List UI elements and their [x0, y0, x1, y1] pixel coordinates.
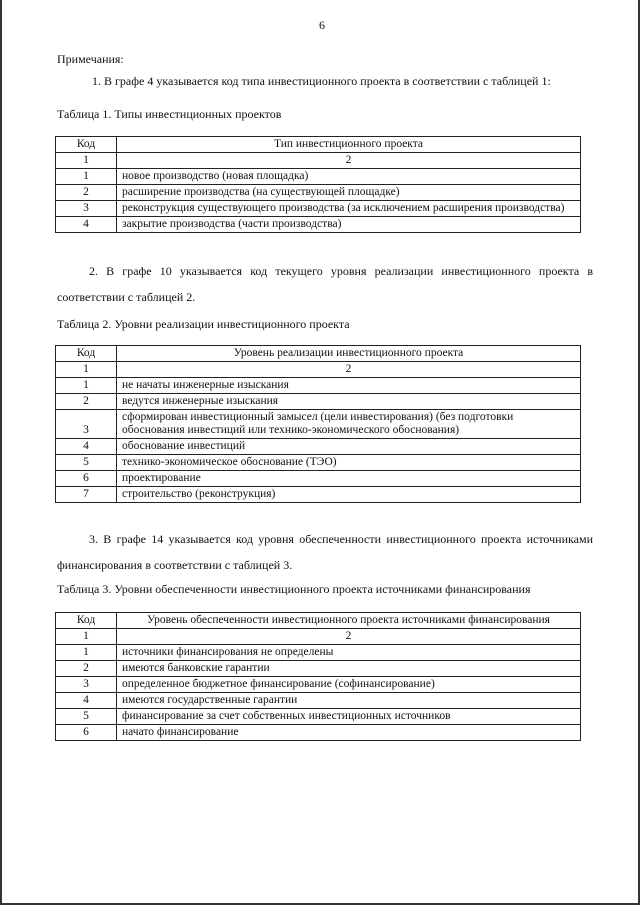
table-1-caption: Таблица 1. Типы инвестиционных проектов — [57, 107, 282, 121]
column-header-code: Код — [56, 137, 117, 153]
row-text: строительство (реконструкция) — [117, 487, 581, 503]
table-numbering-row — [56, 153, 581, 169]
row-code: 6 — [56, 725, 117, 741]
note-2-text: 2. В графе 10 указывается код текущего уровня реализации инвестиционного проекта в соответствии с таблицей 2. — [57, 264, 593, 304]
row-code: 1 — [56, 169, 117, 185]
table-row — [56, 487, 581, 503]
table-row — [56, 217, 581, 233]
column-number: 2 — [117, 629, 581, 645]
row-text: ведутся инженерные изыскания — [117, 394, 581, 410]
table-row — [56, 169, 581, 185]
table-2-caption: Таблица 2. Уровни реализации инвестиционного проекта — [57, 317, 350, 331]
row-text: не начаты инженерные изыскания — [117, 378, 581, 394]
table-numbering-row — [56, 362, 581, 378]
column-header-level: Уровень обеспеченности инвестиционного проекта источниками финансирования — [117, 613, 581, 629]
row-code: 2 — [56, 661, 117, 677]
row-text: реконструкция существующего производства (за исключением расширения производства) — [117, 201, 581, 217]
table-row — [56, 394, 581, 410]
row-code: 4 — [56, 439, 117, 455]
column-header-type: Тип инвестиционного проекта — [117, 137, 581, 153]
row-text: расширение производства (на существующей площадке) — [117, 185, 581, 201]
table-3 — [55, 612, 581, 741]
row-code: 4 — [56, 217, 117, 233]
row-code: 3 — [56, 201, 117, 217]
column-number: 1 — [56, 362, 117, 378]
column-header-level: Уровень реализации инвестиционного проекта — [117, 346, 581, 362]
table-numbering-row — [56, 629, 581, 645]
row-code: 5 — [56, 455, 117, 471]
table-row — [56, 378, 581, 394]
table-row — [56, 185, 581, 201]
row-code: 1 — [56, 645, 117, 661]
table-row — [56, 410, 581, 439]
row-text: имеются банковские гарантии — [117, 661, 581, 677]
row-text: финансирование за счет собственных инвестиционных источников — [117, 709, 581, 725]
row-code: 7 — [56, 487, 117, 503]
row-text: проектирование — [117, 471, 581, 487]
table-header-row — [56, 613, 581, 629]
table-row — [56, 201, 581, 217]
column-header-code: Код — [56, 346, 117, 362]
column-header-code: Код — [56, 613, 117, 629]
table-row — [56, 693, 581, 709]
column-number: 1 — [56, 153, 117, 169]
table-header-row — [56, 346, 581, 362]
row-text: новое производство (новая площадка) — [117, 169, 581, 185]
table-row — [56, 471, 581, 487]
table-row — [56, 455, 581, 471]
page-number: 6 — [319, 18, 325, 32]
note-3 — [57, 526, 593, 578]
row-text: источники финансирования не определены — [117, 645, 581, 661]
note-1: 1. В графе 4 указывается код типа инвестиционного проекта в соответствии с таблицей 1: — [92, 74, 551, 88]
column-number: 2 — [117, 362, 581, 378]
row-text: технико-экономическое обоснование (ТЭО) — [117, 455, 581, 471]
table-row — [56, 725, 581, 741]
table-1 — [55, 136, 581, 233]
row-code: 5 — [56, 709, 117, 725]
row-code: 3 — [56, 677, 117, 693]
table-2 — [55, 345, 581, 503]
row-text: обоснование инвестиций — [117, 439, 581, 455]
column-number: 1 — [56, 629, 117, 645]
row-text: сформирован инвестиционный замысел (цели инвестирования) (без подготовки обоснования инвестиций или технико-экономического обоснования) — [117, 410, 581, 439]
note-2 — [57, 258, 593, 310]
column-number: 2 — [117, 153, 581, 169]
table-row — [56, 439, 581, 455]
notes-heading: Примечания: — [57, 52, 124, 66]
row-text: начато финансирование — [117, 725, 581, 741]
row-code: 2 — [56, 394, 117, 410]
table-row — [56, 677, 581, 693]
row-code: 4 — [56, 693, 117, 709]
row-text: закрытие производства (части производства) — [117, 217, 581, 233]
row-code: 2 — [56, 185, 117, 201]
table-header-row — [56, 137, 581, 153]
row-text: имеются государственные гарантии — [117, 693, 581, 709]
table-row — [56, 661, 581, 677]
table-row — [56, 645, 581, 661]
row-code: 3 — [56, 410, 117, 439]
table-row — [56, 709, 581, 725]
row-code: 1 — [56, 378, 117, 394]
row-text: определенное бюджетное финансирование (софинансирование) — [117, 677, 581, 693]
note-3-text: 3. В графе 14 указывается код уровня обеспеченности инвестиционного проекта источниками финансирования в соответствии с таблицей 3. — [57, 532, 593, 572]
row-code: 6 — [56, 471, 117, 487]
table-3-caption: Таблица 3. Уровни обеспеченности инвестиционного проекта источниками финансирования — [57, 582, 531, 596]
